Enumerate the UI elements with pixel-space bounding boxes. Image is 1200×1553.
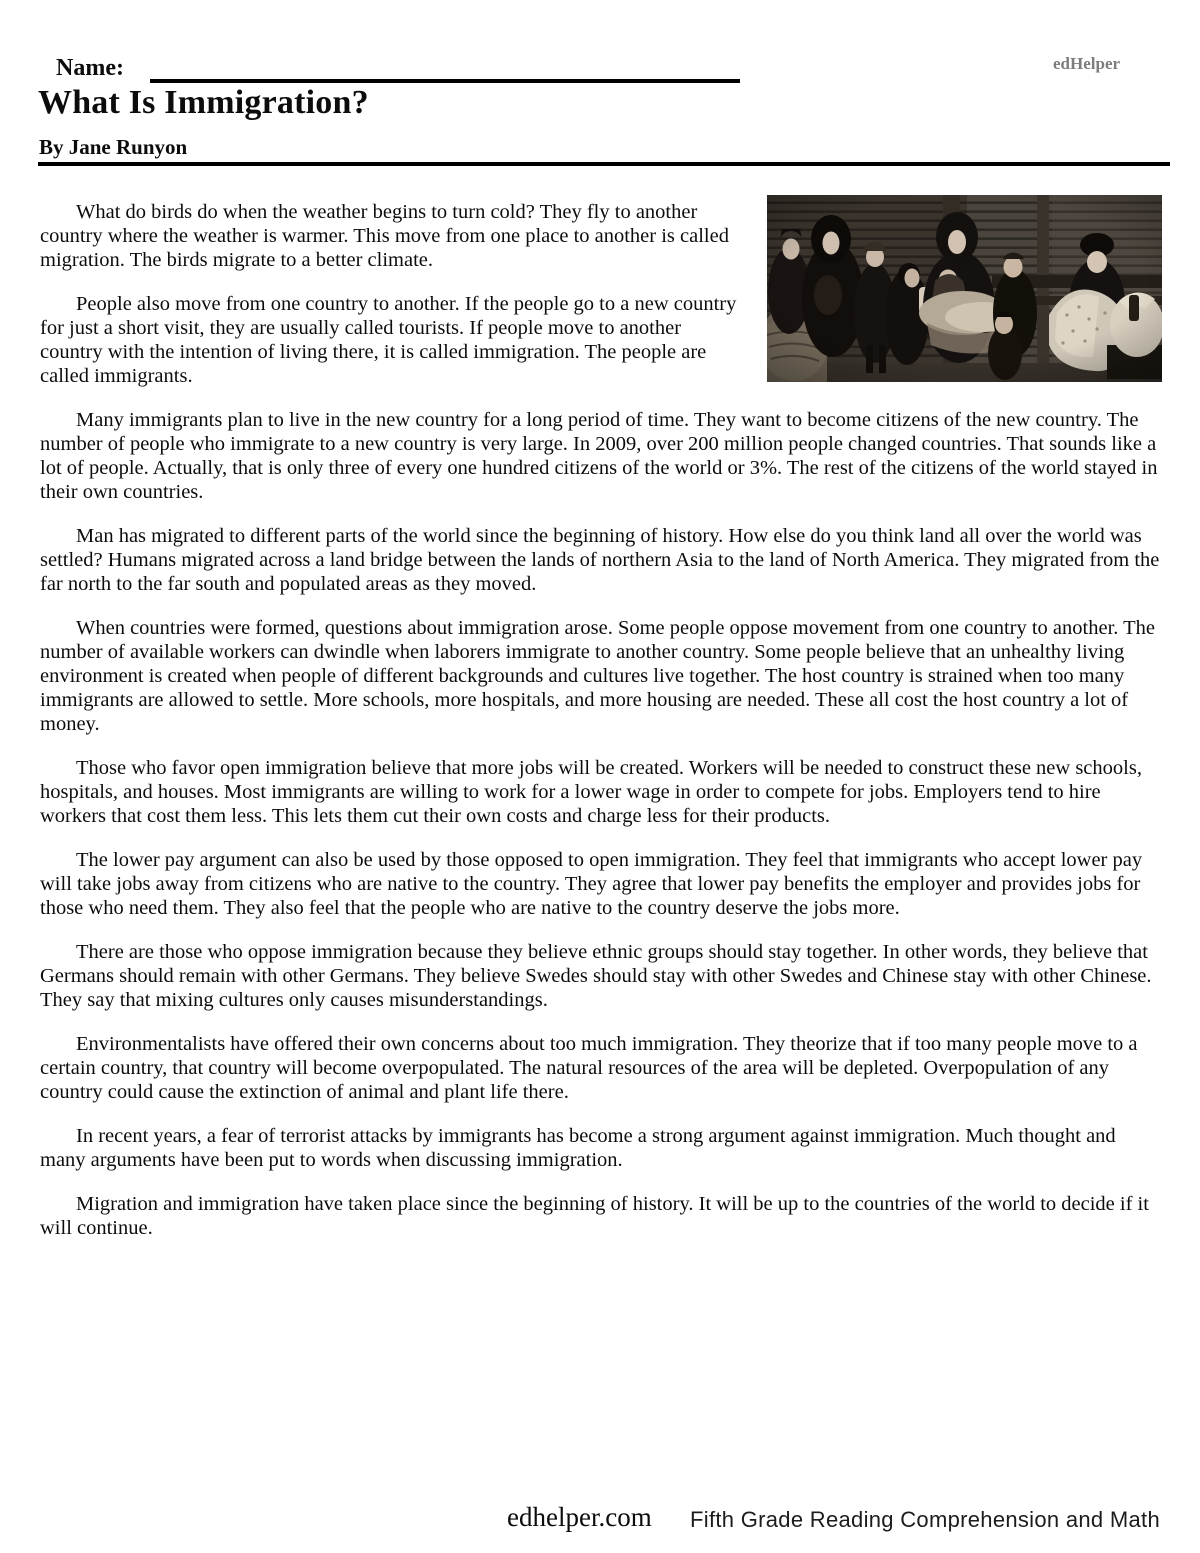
edhelper-logo: edHelper bbox=[1053, 54, 1121, 73]
paragraph-5: When countries were formed, questions about immigration arose. Some people oppose movement from one country to another. The number of available workers can dwindle when laborers immigrate to another country. Some people believe that an unhealthy living environment is created when people of different backgrounds and cultures live together. The host country is strained when too many immigrants are allowed to settle. More schools, more hospitals, and more housing are needed. These all cost the host country a lot of money. bbox=[40, 617, 1156, 735]
paragraph-3: Many immigrants plan to live in the new country for a long period of time. They want to become citizens of the new country. The number of people who immigrate to a new country is very large. In 2009, over 200 million people changed countries. That sounds like a lot of people. Actually, that is only three of every one hundred citizens of the world or 3%. The rest of the citizens of the world stayed in their own countries. bbox=[40, 409, 1158, 503]
page-title: What Is Immigration? bbox=[38, 84, 369, 121]
immigrants-photo bbox=[767, 195, 1162, 382]
paragraph-10: In recent years, a fear of terrorist attacks by immigrants has become a strong argument against immigration. Much thought and many arguments have been put to words when discussing immigration. bbox=[40, 1125, 1116, 1171]
immigrants-photo-graphic bbox=[767, 195, 1162, 382]
name-blank-line bbox=[150, 79, 740, 83]
paragraph-7: The lower pay argument can also be used by those opposed to open immigration. They feel that immigrants who accept lower pay will take jobs away from citizens who are native to the country. They agree that lower pay benefits the employer and provides jobs for those who need them. They also feel that the people who are native to the country deserve the jobs more. bbox=[40, 849, 1143, 919]
paragraph-2: People also move from one country to another. If the people go to a new country for just a short visit, they are usually called tourists. If people move to another country with the intention of living there, it is called immigration. The people are called immigrants. bbox=[40, 293, 737, 387]
footer-site: edhelper.com bbox=[507, 1502, 652, 1532]
header-rule bbox=[38, 162, 1170, 166]
paragraph-1: What do birds do when the weather begins to turn cold? They fly to another country where the weather is warmer. This move from one place to another is called migration. The birds migrate to a better climate. bbox=[40, 201, 729, 271]
paragraph-11: Migration and immigration have taken place since the beginning of history. It will be up to the countries of the world to decide if it will continue. bbox=[40, 1193, 1149, 1239]
paragraph-6: Those who favor open immigration believe that more jobs will be created. Workers will be needed to construct these new schools, hospitals, and houses. Most immigrants are willing to work for a lower wage in order to compete for jobs. Employers tend to hire workers that cost them less. This lets them cut their own costs and charge less for their products. bbox=[40, 757, 1142, 827]
paragraph-4: Man has migrated to different parts of the world since the beginning of history. How else do you think land all over the world was settled? Humans migrated across a land bridge between the lands of northern Asia to the land of North America. They migrated from the far north to the far south and populated areas as they moved. bbox=[40, 525, 1160, 595]
article-body bbox=[40, 200, 1162, 1260]
byline: By Jane Runyon bbox=[39, 135, 188, 159]
paragraph-9: Environmentalists have offered their own concerns about too much immigration. They theorize that if too many people move to a certain country, that country will become overpopulated. The natural resources of the area will be depleted. Overpopulation of any country could cause the extinction of animal and plant life there. bbox=[40, 1033, 1138, 1103]
name-label: Name: bbox=[56, 55, 124, 81]
paragraph-8: There are those who oppose immigration because they believe ethnic groups should stay together. In other words, they believe that Germans should remain with other Germans. They believe Swedes should stay with other Swedes and Chinese stay with other Chinese. They say that mixing cultures only causes misunderstandings. bbox=[40, 941, 1152, 1011]
footer-tagline: Fifth Grade Reading Comprehension and Math bbox=[690, 1507, 1160, 1532]
